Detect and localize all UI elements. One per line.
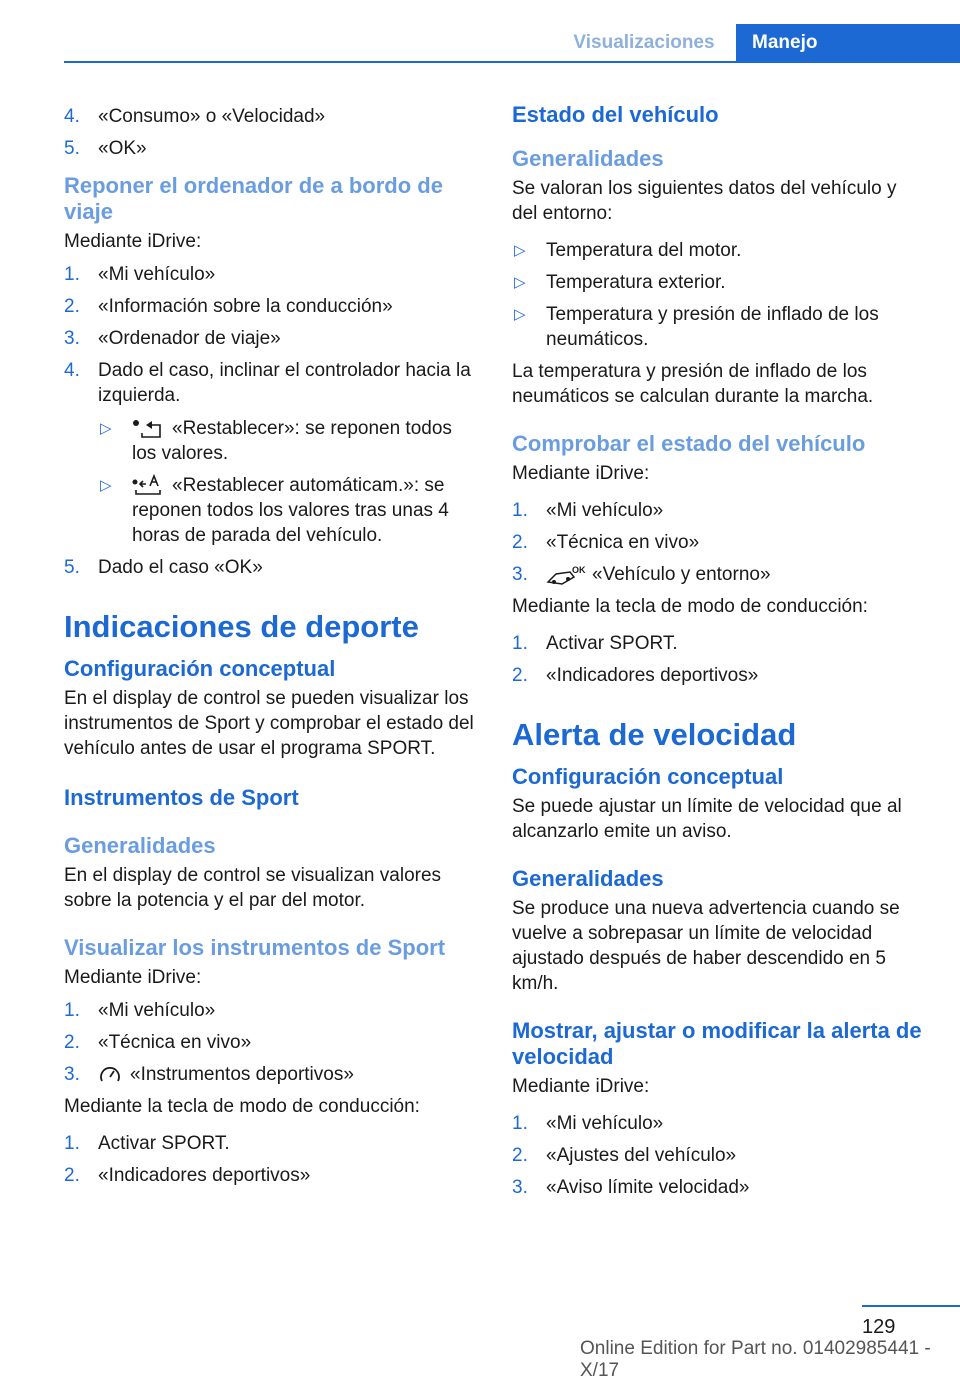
edition-text: Online Edition for Part no. 01402985441 - X/17 (580, 1338, 931, 1381)
list-text: «Restablecer»: se reponen todos los valores. (132, 418, 452, 464)
triangle-bullet-icon: ▷ (514, 242, 526, 259)
list-number: 3. (64, 1064, 80, 1085)
triangle-bullet-icon: ▷ (100, 477, 112, 494)
mode-intro: Mediante la tecla de modo de conducción: (64, 1096, 420, 1117)
check-intro: Mediante iDrive: (512, 463, 650, 484)
triangle-bullet-icon: ▷ (100, 420, 112, 437)
left-column (64, 96, 474, 1195)
show-steps (64, 998, 474, 1087)
reset-sub-options (98, 416, 474, 548)
list-number: 2. (512, 1145, 528, 1166)
vehicle-data-bullets (512, 238, 922, 352)
general-heading: Generalidades (512, 146, 664, 171)
list-top (64, 104, 474, 161)
list-item (64, 326, 474, 351)
list-item (64, 1030, 474, 1055)
list-item (64, 294, 474, 319)
list-item (98, 416, 474, 466)
mode-steps (64, 1131, 474, 1188)
list-item (512, 238, 922, 263)
general2-text: Se produce una nueva advertencia cuando se vuelve a sobrepasar un límite de velocidad ajustado después de haber descendido en 5 km/h. (512, 898, 900, 994)
right-column (512, 96, 922, 1207)
list-text: «Indicadores deportivos» (546, 665, 759, 686)
list-item (512, 1175, 922, 1200)
list-text: «Vehículo y entorno» (592, 564, 771, 585)
list-text: Temperatura exterior. (546, 272, 726, 293)
svg-text:OK: OK (572, 564, 586, 575)
list-text: Temperatura del motor. (546, 240, 742, 261)
list-item (64, 1163, 474, 1188)
check-heading: Comprobar el estado del vehículo (512, 431, 866, 456)
adjust-heading: Mostrar, ajustar o modificar la alerta de velocidad (512, 1018, 922, 1069)
list-item (98, 473, 474, 548)
general-text: En el display de control se visualizan valores sobre la potencia y el par del motor. (64, 865, 442, 911)
auto-reset-icon (132, 476, 164, 496)
tab-manejo[interactable]: Manejo (736, 24, 960, 62)
list-item (64, 555, 474, 580)
list-text: «Ajustes del vehículo» (546, 1145, 737, 1166)
list-number: 1. (512, 1113, 528, 1134)
list-item (512, 498, 922, 523)
concept-text: En el display de control se pueden visualizar los instrumentos de Sport y comprobar el estado del vehículo antes de usar el programa SPORT. (64, 688, 474, 759)
list-item (64, 998, 474, 1023)
list-number: 3. (64, 328, 80, 349)
list-number: 4. (64, 106, 80, 127)
list-text: «Indicadores deportivos» (98, 1165, 311, 1186)
concept-heading: Configuración conceptual (512, 764, 784, 789)
sport-title: Indicaciones de deporte (64, 609, 419, 644)
list-text: Activar SPORT. (98, 1133, 230, 1154)
list-number: 1. (64, 1133, 80, 1154)
reset-steps (64, 262, 474, 580)
list-text: Temperatura y presión de inflado de los neumáticos. (546, 304, 879, 350)
triangle-bullet-icon: ▷ (514, 274, 526, 291)
check-steps (512, 498, 922, 587)
instruments-heading: Instrumentos de Sport (64, 785, 299, 810)
list-item (64, 1062, 474, 1087)
list-number: 5. (64, 138, 80, 159)
list-item (512, 270, 922, 295)
list-text: «Técnica en vivo» (546, 532, 700, 553)
list-text: Dado el caso, inclinar el controlador hacia la izquierda. (98, 360, 471, 406)
list-item (512, 562, 922, 587)
list-item (512, 631, 922, 656)
adjust-intro: Mediante iDrive: (512, 1076, 650, 1097)
general-heading: Generalidades (64, 833, 216, 858)
list-number: 3. (512, 1177, 528, 1198)
speed-title: Alerta de velocidad (512, 717, 797, 752)
general-text: Se valoran los siguientes datos del vehículo y del entorno: (512, 178, 897, 224)
reset-icon (132, 419, 164, 439)
list-number: 2. (512, 532, 528, 553)
adjust-steps (512, 1111, 922, 1200)
general2-heading: Generalidades (512, 866, 664, 891)
reset-heading: Reponer el ordenador de a bordo de viaje (64, 173, 443, 224)
list-text: «Aviso límite velocidad» (546, 1177, 750, 1198)
tab-visualizaciones[interactable]: Visualizaciones (573, 32, 715, 53)
list-text: «Información sobre la conducción» (98, 296, 393, 317)
list-text: «Instrumentos deportivos» (130, 1064, 354, 1085)
triangle-bullet-icon: ▷ (514, 306, 526, 323)
list-text: «Mi vehículo» (546, 500, 664, 521)
list-number: 2. (512, 665, 528, 686)
list-number: 5. (64, 557, 80, 578)
list-text: «OK» (98, 138, 147, 159)
calc-text: La temperatura y presión de inflado de los neumáticos se calculan durante la marcha. (512, 361, 874, 407)
list-number: 1. (64, 1000, 80, 1021)
list-number: 3. (512, 564, 528, 585)
list-text: Dado el caso «OK» (98, 557, 263, 578)
list-number: 1. (512, 500, 528, 521)
list-number: 1. (512, 633, 528, 654)
list-text: «Técnica en vivo» (98, 1032, 252, 1053)
concept-heading: Configuración conceptual (64, 656, 336, 681)
mode-intro: Mediante la tecla de modo de conducción: (512, 596, 868, 617)
mode-steps (512, 631, 922, 688)
list-number: 2. (64, 1032, 80, 1053)
show-heading: Visualizar los instrumentos de Sport (64, 935, 446, 960)
list-text: «Consumo» o «Velocidad» (98, 106, 326, 127)
list-item (64, 104, 474, 129)
list-text: «Ordenador de viaje» (98, 328, 281, 349)
list-item (512, 663, 922, 688)
list-item (512, 302, 922, 352)
list-item (64, 358, 474, 548)
list-text: «Mi vehículo» (546, 1113, 664, 1134)
gauge-icon (98, 1064, 122, 1086)
page-number: 129 (862, 1316, 896, 1338)
car-ok-icon (546, 564, 584, 586)
show-intro: Mediante iDrive: (64, 967, 202, 988)
list-text: «Mi vehículo» (98, 264, 216, 285)
list-text: «Mi vehículo» (98, 1000, 216, 1021)
list-item (512, 1111, 922, 1136)
list-number: 4. (64, 360, 80, 381)
reset-intro: Mediante iDrive: (64, 231, 202, 252)
list-number: 2. (64, 296, 80, 317)
state-heading: Estado del vehículo (512, 102, 719, 127)
list-item (64, 262, 474, 287)
footer-rule (862, 1305, 960, 1307)
list-item (64, 136, 474, 161)
list-item (512, 1143, 922, 1168)
concept-text: Se puede ajustar un límite de velocidad que al alcanzarlo emite un aviso. (512, 796, 902, 842)
header-rule (64, 61, 960, 63)
list-item (512, 530, 922, 555)
list-text: «Restablecer automáticam.»: se reponen todos los valores tras unas 4 horas de parada del vehículo. (132, 475, 449, 546)
list-number: 2. (64, 1165, 80, 1186)
list-text: Activar SPORT. (546, 633, 678, 654)
list-item (64, 1131, 474, 1156)
list-number: 1. (64, 264, 80, 285)
